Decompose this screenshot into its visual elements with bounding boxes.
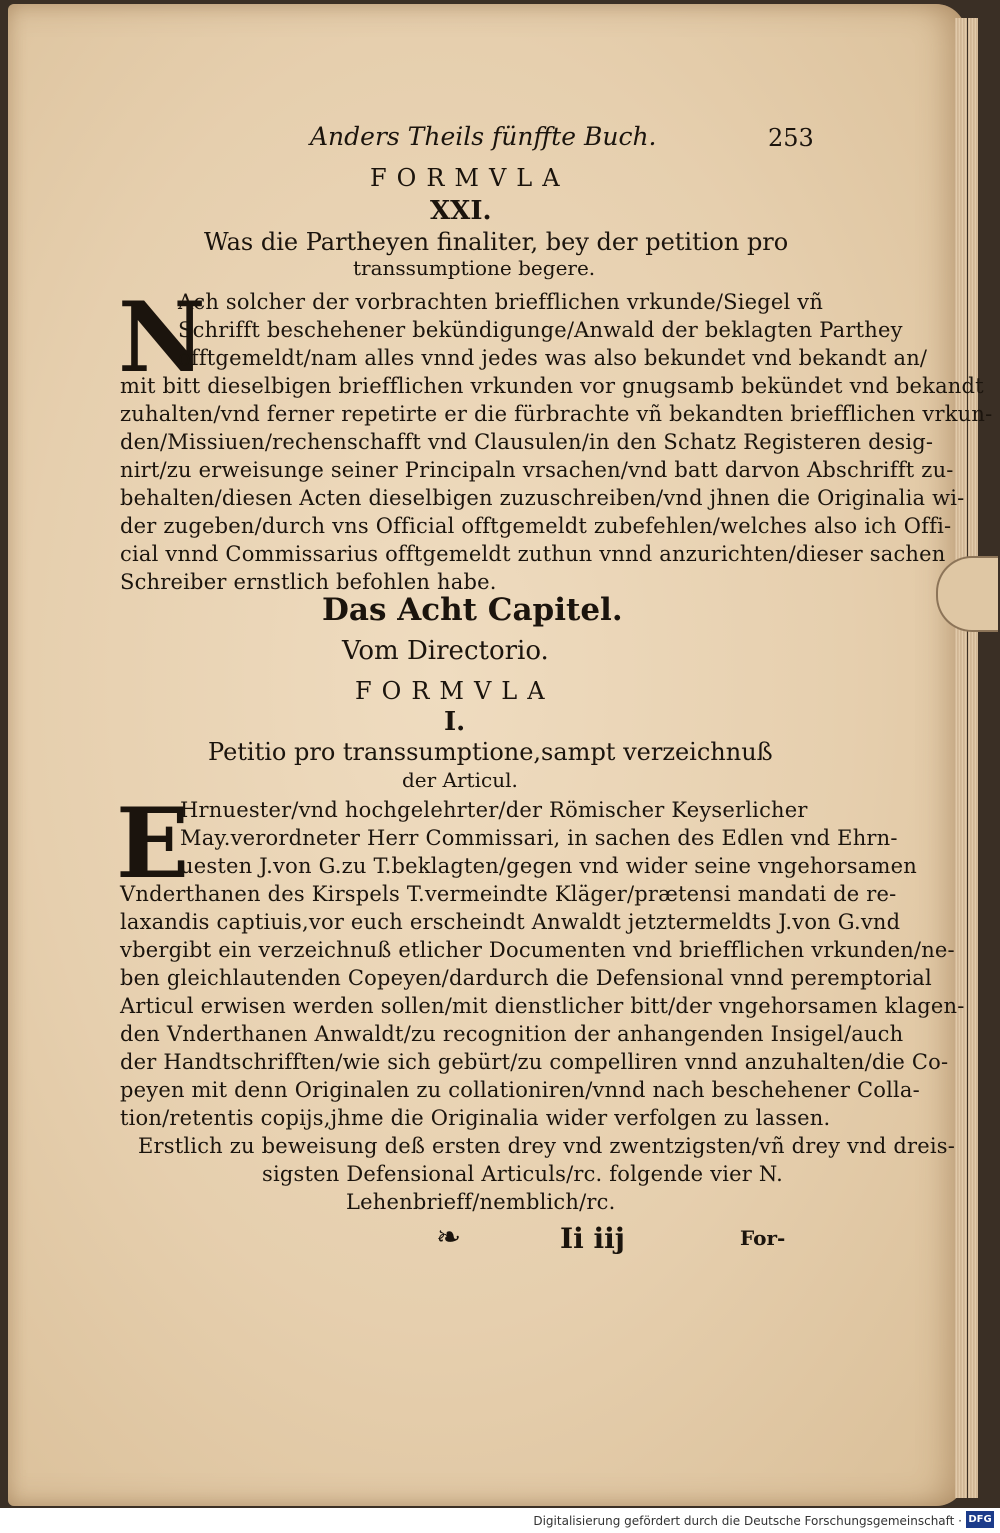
- paragraph-line: nirt/zu erweisunge seiner Principaln vrsachen/vnd batt darvon Abschrifft zu-: [120, 458, 954, 482]
- drop-cap-initial: E: [116, 787, 190, 900]
- formula-label: FORMVLA: [355, 677, 555, 705]
- formula-label: FORMVLA: [370, 164, 570, 192]
- paragraph-line: den/Missiuen/rechenschafft vnd Clausulen/in den Schatz Registeren desig-: [120, 430, 934, 454]
- formula-subtitle-cont: der Articul.: [402, 768, 518, 792]
- paragraph-line: ben gleichlautenden Copeyen/dardurch die Defensional vnnd peremptorial: [120, 966, 932, 990]
- paragraph-line: tion/retentis copijs,jhme die Originalia wider verfolgen zu lassen.: [120, 1106, 831, 1130]
- paragraph-closing-line: Erstlich zu beweisung deß ersten drey vnd zwentzigsten/vñ drey vnd dreis-: [138, 1134, 956, 1158]
- paragraph-line: den Vnderthanen Anwaldt/zu recognition der anhangenden Insigel/auch: [120, 1022, 904, 1046]
- running-header: Anders Theils fünffte Buch.: [310, 122, 657, 151]
- paragraph-line: May.verordneter Herr Commissari, in sachen des Edlen vnd Ehrn-: [180, 826, 898, 850]
- page-edge-stack-outer: [968, 18, 978, 1498]
- paragraph-line: der Handtschrifften/wie sich gebürt/zu compelliren vnnd anzuhalten/die Co-: [120, 1050, 949, 1074]
- paragraph-closing-line: sigsten Defensional Articuls/rc. folgende vier N.: [262, 1162, 784, 1186]
- catchword: For-: [740, 1226, 786, 1250]
- paragraph-line: peyen mit denn Originalen zu collationiren/vnnd nach beschehener Colla-: [120, 1078, 920, 1102]
- fleuron-ornament: ❧: [436, 1220, 462, 1255]
- formula-subtitle: Petitio pro transsumptione,sampt verzeichnuß: [208, 738, 773, 766]
- paragraph-line: Hrnuester/vnd hochgelehrter/der Römischer Keyserlicher: [180, 798, 808, 822]
- formula-number: XXI.: [430, 196, 492, 226]
- page-edge-stack: [955, 18, 967, 1498]
- paragraph-line: offtgemeldt/nam alles vnnd jedes was also bekundet vnd bekandt an/: [178, 346, 928, 370]
- paragraph-line: laxandis captiuis,vor euch erscheindt Anwaldt jetztermeldts J.von G.vnd: [120, 910, 901, 934]
- paragraph-line: mit bitt dieselbigen briefflichen vrkunden vor gnugsamb bekündet vnd bekandt: [120, 374, 984, 398]
- drop-cap-initial: N: [118, 281, 206, 394]
- paragraph-line: zuhalten/vnd ferner repetirte er die fürbrachte vñ bekandten briefflichen vrkun-: [120, 402, 993, 426]
- paragraph-line: Schrifft beschehener bekündigunge/Anwald der beklagten Parthey: [178, 318, 903, 342]
- chapter-title: Das Acht Capitel.: [322, 592, 623, 628]
- dfg-logo: DFG: [966, 1511, 994, 1528]
- paragraph-line: uesten J.von G.zu T.beklagten/gegen vnd wider seine vngehorsamen: [180, 854, 917, 878]
- paragraph-line: Vnderthanen des Kirspels T.vermeindte Kläger/prætensi mandati de re-: [120, 882, 897, 906]
- paragraph-line: behalten/diesen Acten dieselbigen zuzuschreiben/vnd jhnen die Originalia wi-: [120, 486, 965, 510]
- page-tab-marker: [936, 556, 998, 632]
- digitization-credit: Digitalisierung gefördert durch die Deutsche Forschungsgemeinschaft ·: [533, 1514, 962, 1528]
- paragraph-line: der zugeben/durch vns Official offtgemeldt zubefehlen/welches also ich Offi-: [120, 514, 952, 538]
- formula-subtitle: Was die Partheyen finaliter, bey der petition pro: [204, 228, 789, 256]
- paragraph-line: Articul erwisen werden sollen/mit dienstlicher bitt/der vngehorsamen klagen-: [120, 994, 965, 1018]
- formula-number: I.: [444, 707, 466, 737]
- formula-subtitle-cont: transsumptione begere.: [353, 256, 596, 280]
- paragraph-line: Ach solcher der vorbrachten briefflichen vrkunde/Siegel vñ: [178, 290, 824, 314]
- paragraph-line: cial vnnd Commissarius offtgemeldt zuthun vnnd anzurichten/dieser sachen: [120, 542, 946, 566]
- paragraph-line: Schreiber ernstlich befohlen habe.: [120, 570, 497, 594]
- chapter-subtitle: Vom Directorio.: [342, 636, 549, 666]
- paragraph-closing-line: Lehenbrieff/nemblich/rc.: [346, 1190, 616, 1214]
- signature-mark: Ii iij: [560, 1222, 625, 1255]
- page-number: 253: [768, 124, 814, 152]
- paragraph-line: vbergibt ein verzeichnuß etlicher Documenten vnd briefflichen vrkunden/ne-: [120, 938, 955, 962]
